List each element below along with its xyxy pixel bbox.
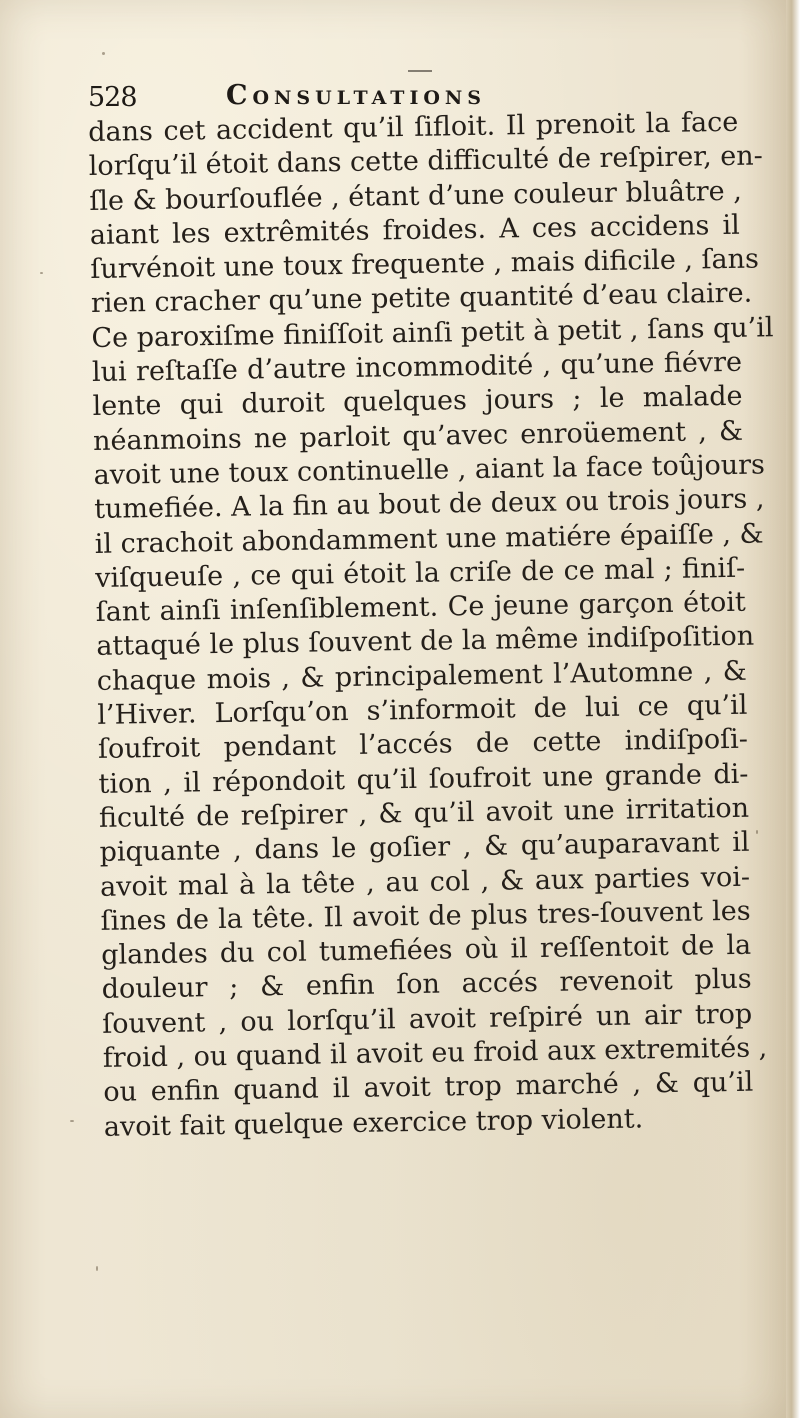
text-line: ſouvent , ou lorſqu’il avoit reſpiré un air trop — [102, 998, 753, 1040]
text-line: douleur ; & enfin ſon accés revenoit plus — [101, 964, 752, 1006]
text-line: lorſqu’il étoit dans cette difficulté de reſpirer, en- — [88, 140, 764, 183]
text-line: néanmoins ne parloit qu’avec enroüement , & — [92, 415, 744, 457]
text-line: aiant les extrêmités froides. A ces accidens il — [89, 209, 741, 251]
paper-speck — [70, 1120, 74, 1122]
text-line: tumefiée. A la fin au bout de deux ou trois jours , — [93, 483, 765, 526]
page-number: 528 — [88, 82, 137, 113]
paper-speck — [40, 272, 43, 274]
text-line: ſurvénoit une toux frequente , mais dificile , ſans — [90, 243, 760, 286]
text-line: lui reſtaſſe d’autre incommodité , qu’une fiévre — [91, 346, 743, 389]
text-line: lente qui duroit quelques jours ; le malade — [92, 381, 743, 423]
text-line: ficulté de reſpirer , & qu’il avoit une irritation — [98, 792, 750, 834]
text-line: ſoufroit pendant l’accés de cette indiſpoſi- — [97, 724, 749, 766]
text-line: attaqué le plus ſouvent de la même indiſpoſition — [96, 621, 755, 663]
text-line: il crachoit abondamment une matiére épaiſſe , & — [94, 518, 764, 560]
paper-speck — [102, 52, 105, 55]
text-line: rien cracher qu’une petite quantité d’eau claire. — [90, 278, 753, 320]
running-head: Consultations — [226, 80, 486, 111]
text-line: dans cet accident qu’il ſifloit. Il prenoit la face — [88, 106, 739, 148]
text-line: l’Hiver. Lorſqu’on s’informoit de lui ce qu’il — [97, 689, 748, 731]
text-line: ſines de la tête. Il avoit de plus tres-ſouvent les — [100, 895, 751, 937]
page-edge — [786, 0, 800, 1418]
text-line: ſant ainſi inſenſiblement. Ce jeune garçon étoit — [95, 586, 746, 629]
paper-speck — [756, 830, 758, 834]
text-line: avoit une toux continuelle , aiant la face toûjours — [93, 449, 766, 491]
text-line: Ce paroxiſme finiſſoit ainſi petit à petit , ſans qu’il — [91, 312, 774, 354]
text-line: avoit fait quelque exercice trop violent. — [103, 1103, 644, 1143]
text-line: tion , il répondoit qu’il ſoufroit une grande di- — [98, 758, 749, 800]
text-line: avoit mal à la tête , au col , & aux parties voi- — [99, 861, 751, 903]
text-line: ſle & bourſouflée , étant d’une couleur bluâtre , — [89, 175, 743, 217]
text-line: glandes du col tumefiées où il reſſentoit de la — [100, 929, 752, 972]
text-line: chaque mois , & principalement l’Automne , & — [96, 655, 748, 697]
text-line: ou enfin quand il avoit trop marché , & qu’il — [103, 1066, 754, 1109]
body-text — [88, 106, 774, 1145]
text-line: froid , ou quand il avoit eu froid aux extremités , — [102, 1032, 768, 1074]
header-ornament — [408, 70, 432, 72]
text-line: piquante , dans le goſier , & qu’auparavant il — [99, 826, 750, 869]
paper-speck — [96, 1266, 98, 1271]
text-line: viſqueuſe , ce qui étoit la criſe de ce mal ; finiſ- — [95, 552, 746, 594]
